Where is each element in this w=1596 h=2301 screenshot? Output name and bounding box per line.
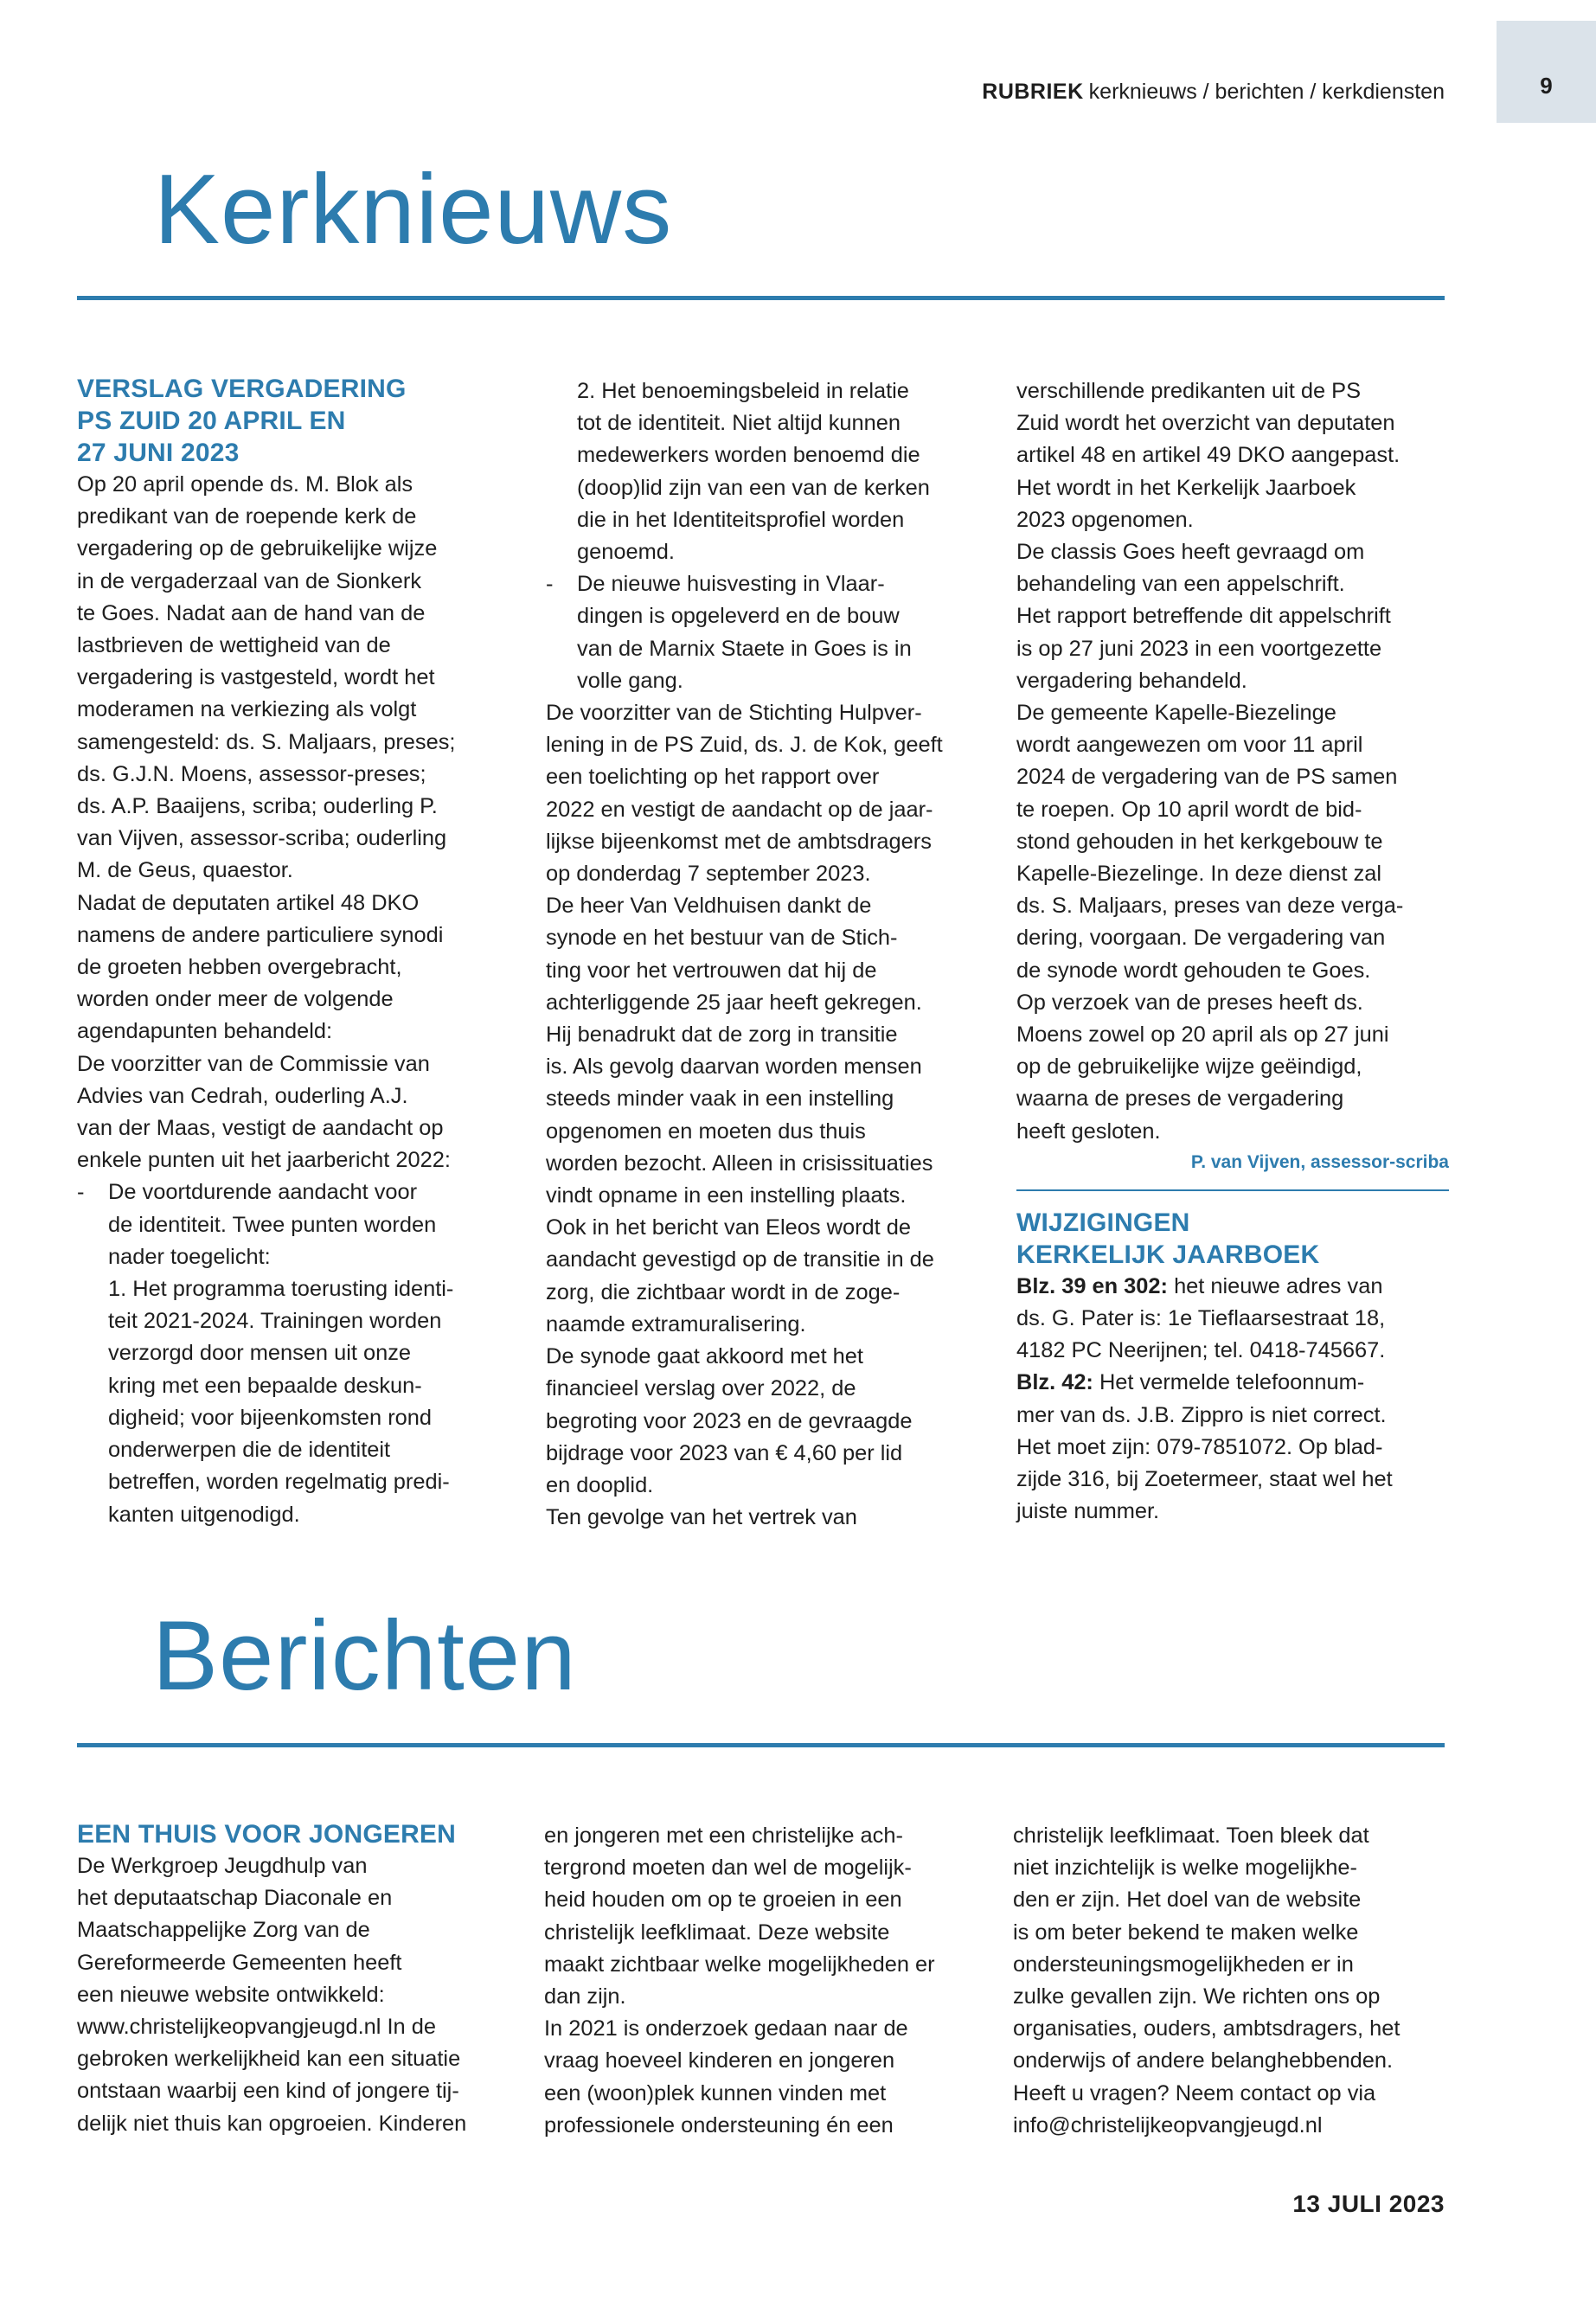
bullet-line: verzorgd door mensen uit onze	[108, 1341, 412, 1366]
text-line: synode en het bestuur van de Stich-	[546, 926, 898, 951]
text-line: aandacht gevestigd op de transitie in de	[546, 1247, 934, 1272]
kerknieuws-title: Kerknieuws	[154, 155, 673, 265]
text-line: ting voor het vertrouwen dat hij de	[546, 958, 877, 983]
text-line: predikant van de roepende kerk de	[77, 504, 417, 529]
text-line: Hij benadrukt dat de zorg in transitie	[546, 1022, 898, 1048]
text-line: ds. G.J.N. Moens, assessor-preses;	[77, 761, 426, 786]
heading-line: WIJZIGINGEN	[1016, 1208, 1190, 1237]
text-block	[546, 697, 996, 1534]
text-line: lening in de PS Zuid, ds. J. de Kok, geeft	[546, 733, 943, 758]
berichten-col-1	[77, 1818, 518, 2140]
text-line: vergadering op de gebruikelijke wijze	[77, 536, 438, 561]
text-line: Het rapport betreffende dit appelschrift	[1016, 604, 1391, 629]
bullet-line: betreffen, worden regelmatig predi-	[108, 1470, 450, 1495]
text-line: De voorzitter van de Stichting Hulpver-	[546, 701, 922, 726]
text-line: In 2021 is onderzoek gedaan naar de	[544, 2016, 908, 2041]
text-line: niet inzichtelijk is welke mogelijkhe-	[1013, 1856, 1357, 1881]
bullet-line: dingen is opgeleverd en de bouw	[577, 604, 900, 629]
text-line: M. de Geus, quaestor.	[77, 858, 293, 883]
text-line: de synode wordt gehouden te Goes.	[1016, 958, 1371, 983]
text-line: en jongeren met een christelijke ach-	[544, 1823, 903, 1848]
text-line: info@christelijkeopvangjeugd.nl	[1013, 2112, 1323, 2138]
text-line: in de vergaderzaal van de Sionkerk	[77, 568, 422, 593]
text-line: artikel 48 en artikel 49 DKO aangepast.	[1016, 443, 1401, 468]
text-line: ds. S. Maljaars, preses van deze verga-	[1016, 894, 1404, 919]
text-line: christelijk leefklimaat. Deze website	[544, 1920, 890, 1945]
bullet-line: kanten uitgenodigd.	[108, 1502, 300, 1527]
text-block	[77, 1850, 518, 2140]
text-line: De classis Goes heeft gevraagd om	[1016, 540, 1365, 565]
wijzigingen-heading	[1016, 1207, 1449, 1271]
bullet-item	[546, 568, 996, 697]
text-line: van Vijven, assessor-scriba; ouderling	[77, 826, 447, 851]
indented-line: 2. Het benoemingsbeleid in relatie	[577, 379, 909, 403]
text-line	[1016, 1271, 1449, 1303]
text-line: bijdrage voor 2023 van € 4,60 per lid	[546, 1440, 903, 1465]
bullet-line: digheid; voor bijeenkomsten rond	[108, 1405, 433, 1430]
text-line: heeft gesloten.	[1016, 1118, 1161, 1144]
text-line: De voorzitter van de Commissie van	[77, 1051, 430, 1076]
rubriek-path: kerknieuws / berichten / kerkdiensten	[1088, 80, 1445, 104]
text-line: vindt opname in een instelling plaats.	[546, 1183, 907, 1208]
text-line: steeds minder vaak in een instelling	[546, 1086, 894, 1112]
heading-line: PS ZUID 20 APRIL EN	[77, 407, 346, 435]
text-line: is op 27 juni 2023 in een voortgezette	[1016, 636, 1382, 661]
text-line: christelijk leefklimaat. Toen bleek dat	[1013, 1823, 1369, 1848]
text-line: begroting voor 2023 en de gevraagde	[546, 1408, 913, 1433]
text-line: tergrond moeten dan wel de mogelijk-	[544, 1856, 912, 1881]
verslag-heading	[77, 373, 510, 469]
text-line: juiste nummer.	[1016, 1499, 1160, 1524]
entry-label: Blz. 42:	[1016, 1370, 1093, 1395]
text-line: is. Als gevolg daarvan worden mensen	[546, 1054, 922, 1080]
text-line: dering, voorgaan. De vergadering van	[1016, 926, 1386, 951]
text-line: zijde 316, bij Zoetermeer, staat wel het	[1016, 1467, 1393, 1492]
text-block	[77, 469, 510, 1176]
text-line: en dooplid.	[546, 1472, 654, 1497]
text-line: ds. G. Pater is: 1e Tieflaarsestraat 18,	[1016, 1306, 1386, 1331]
text-line: zorg, die zichtbaar wordt in de zoge-	[546, 1279, 901, 1304]
berichten-title: Berichten	[152, 1601, 577, 1711]
indented-line: die in het Identiteitsprofiel worden	[577, 507, 905, 532]
indented-line: tot de identiteit. Niet altijd kunnen	[577, 411, 901, 436]
text-line: De heer Van Veldhuisen dankt de	[546, 894, 872, 919]
heading-line: KERKELIJK JAARBOEK	[1016, 1240, 1320, 1269]
text-line: namens de andere particuliere synodi	[77, 922, 444, 947]
text-line: de groeten hebben overgebracht,	[77, 955, 402, 980]
text-line: maakt zichtbaar welke mogelijkheden er	[544, 1952, 935, 1977]
bullet-line: de identiteit. Twee punten worden	[108, 1212, 437, 1237]
text-line: Ook in het bericht van Eleos wordt de	[546, 1215, 911, 1240]
text-line: Het wordt in het Kerkelijk Jaarboek	[1016, 475, 1356, 500]
text-line: lijkse bijeenkomst met de ambtsdragers	[546, 829, 932, 854]
indented-line: (doop)lid zijn van een van de kerken	[577, 475, 930, 500]
text-line: een toelichting op het rapport over	[546, 765, 880, 790]
text-line: vergadering is vastgesteld, wordt het	[77, 665, 435, 690]
bullet-line: van de Marnix Staete in Goes is in	[577, 636, 912, 661]
text-line: heid houden om op te groeien in een	[544, 1888, 902, 1913]
text-line: agendapunten behandeld:	[77, 1019, 333, 1044]
text-line: ontstaan waarbij een kind of jongere tij-	[77, 2079, 459, 2104]
text-line: 4182 PC Neerijnen; tel. 0418-745667.	[1016, 1338, 1386, 1363]
text-line: 2024 de vergadering van de PS samen	[1016, 765, 1398, 790]
bullet-line: kring met een bepaalde deskun-	[108, 1373, 422, 1398]
text-line: Nadat de deputaten artikel 48 DKO	[77, 890, 420, 915]
issue-date: 13 JULI 2023	[1292, 2190, 1445, 2217]
text-line: Op verzoek van de preses heeft ds.	[1016, 990, 1363, 1015]
page-number: 9	[1540, 73, 1553, 99]
bullet-line: De voortdurende aandacht voor	[108, 1180, 418, 1205]
text-line: worden bezocht. Alleen in crisissituaties	[546, 1150, 933, 1176]
text-line: achterliggende 25 jaar heeft gekregen.	[546, 990, 922, 1015]
text-line: vraag hoeveel kinderen en jongeren	[544, 2048, 895, 2073]
bullet-item	[77, 1176, 510, 1530]
text-line: waarna de preses de vergadering	[1016, 1086, 1344, 1112]
text-line: een (woon)plek kunnen vinden met	[544, 2080, 887, 2106]
text-line: dan zijn.	[544, 1984, 626, 2009]
text-line	[1016, 1367, 1449, 1399]
text-line: Kapelle-Biezelinge. In deze dienst zal	[1016, 862, 1382, 887]
text-line: financieel verslag over 2022, de	[546, 1376, 856, 1401]
rubriek-header	[982, 80, 1445, 105]
text-line: Heeft u vragen? Neem contact op via	[1013, 2080, 1376, 2106]
text-line: mer van ds. J.B. Zippro is niet correct.	[1016, 1402, 1387, 1427]
rubriek-label: RUBRIEK	[982, 80, 1084, 104]
text-line: De synode gaat akkoord met het	[546, 1344, 863, 1369]
text-line: vergadering behandeld.	[1016, 668, 1247, 693]
text-line: onderwijs of andere belanghebbenden.	[1013, 2048, 1394, 2073]
text-line: gebroken werkelijkheid kan een situatie	[77, 2047, 461, 2072]
text-line: Advies van Cedrah, ouderling A.J.	[77, 1083, 408, 1108]
text-line: moderamen na verkiezing als volgt	[77, 697, 417, 722]
berichten-col-3	[1013, 1820, 1454, 2142]
text-line: verschillende predikanten uit de PS	[1016, 379, 1362, 403]
bullet-line: onderwerpen die de identiteit	[108, 1438, 391, 1463]
text-line: Moens zowel op 20 april als op 27 juni	[1016, 1022, 1389, 1048]
text-block	[1013, 1820, 1454, 2142]
text-line: 2023 opgenomen.	[1016, 507, 1194, 532]
jaarboek-entry-1	[1016, 1271, 1449, 1368]
bullet-dash: -	[546, 572, 554, 597]
text-line: op de gebruikelijke wijze geëindigd,	[1016, 1054, 1362, 1080]
heading-line: 27 JUNI 2023	[77, 439, 240, 467]
text-line: Ten gevolge van het vertrek van	[546, 1505, 857, 1530]
text-line: het deputaatschap Diaconale en	[77, 1886, 393, 1911]
jaarboek-entry-2	[1016, 1367, 1449, 1528]
text-line: www.christelijkeopvangjeugd.nl In de	[77, 2015, 436, 2040]
text-line: worden onder meer de volgende	[77, 987, 394, 1012]
text-line: stond gehouden in het kerkgebouw te	[1016, 829, 1383, 854]
bullet-line: De nieuwe huisvesting in Vlaar-	[577, 572, 885, 597]
text-line: ds. A.P. Baaijens, scriba; ouderling P.	[77, 794, 438, 819]
indented-line: genoemd.	[577, 540, 675, 565]
text-line: lastbrieven de wettigheid van de	[77, 633, 391, 658]
berichten-rule	[77, 1743, 1445, 1747]
kerknieuws-rule	[77, 296, 1445, 300]
heading-line: VERSLAG VERGADERING	[77, 375, 407, 403]
text-line: Op 20 april opende ds. M. Blok als	[77, 472, 413, 497]
berichten-col-2	[544, 1820, 994, 2142]
text-line: zulke gevallen zijn. We richten ons op	[1013, 1984, 1381, 2009]
text-line: enkele punten uit het jaarbericht 2022:	[77, 1148, 451, 1173]
indented-line: medewerkers worden benoemd die	[577, 443, 920, 468]
text-line: Maatschappelijke Zorg van de	[77, 1918, 370, 1943]
text-line: Gereformeerde Gemeenten heeft	[77, 1950, 402, 1975]
text-line: professionele ondersteuning én een	[544, 2112, 894, 2138]
text-line: organisaties, ouders, ambtsdragers, het	[1013, 2016, 1401, 2041]
jongeren-heading: EEN THUIS VOOR JONGEREN	[77, 1820, 457, 1849]
text-line: op donderdag 7 september 2023.	[546, 862, 871, 887]
entry-text: het nieuwe adres van	[1174, 1273, 1383, 1298]
text-line: naamde extramuralisering.	[546, 1311, 806, 1336]
text-line: De gemeente Kapelle-Biezelinge	[1016, 701, 1336, 726]
bullet-dash: -	[77, 1180, 85, 1205]
bullet-line: teit 2021-2024. Trainingen worden	[108, 1309, 442, 1334]
text-line: Het moet zijn: 079-7851072. Op blad-	[1016, 1434, 1383, 1459]
bullet-line: 1. Het programma toerusting identi-	[108, 1277, 454, 1302]
text-line: ondersteuningsmogelijkheden er in	[1013, 1952, 1354, 1977]
text-line: een nieuwe website ontwikkeld:	[77, 1982, 385, 2007]
text-line: delijk niet thuis kan opgroeien. Kinderen	[77, 2111, 467, 2136]
signature: P. van Vijven, assessor-scriba	[1190, 1151, 1449, 1172]
entry-label: Blz. 39 en 302:	[1016, 1273, 1168, 1298]
text-line: behandeling van een appelschrift.	[1016, 572, 1345, 597]
text-line: is om beter bekend te maken welke	[1013, 1920, 1359, 1945]
text-line: te roepen. Op 10 april wordt de bid-	[1016, 797, 1362, 822]
text-block	[1016, 375, 1449, 1148]
text-block	[544, 1820, 994, 2142]
divider	[1016, 1189, 1449, 1191]
entry-text: Het vermelde telefoonnum-	[1099, 1370, 1365, 1395]
text-line: te Goes. Nadat aan de hand van de	[77, 600, 426, 625]
text-line: den er zijn. Het doel van de website	[1013, 1888, 1362, 1913]
kerknieuws-col-2	[546, 375, 996, 1534]
bullet-line: nader toegelicht:	[108, 1244, 271, 1269]
text-line: wordt aangewezen om voor 11 april	[1016, 733, 1363, 758]
text-line: 2022 en vestigt de aandacht op de jaar-	[546, 797, 933, 822]
text-line: samengesteld: ds. S. Maljaars, preses;	[77, 729, 456, 754]
page-number-tab	[1497, 21, 1596, 123]
kerknieuws-col-3	[1016, 375, 1449, 1529]
text-line: Zuid wordt het overzicht van deputaten	[1016, 411, 1395, 436]
kerknieuws-col-1	[77, 373, 510, 1531]
indented-block	[546, 375, 996, 568]
text-line: De Werkgroep Jeugdhulp van	[77, 1854, 368, 1878]
text-line: van der Maas, vestigt de aandacht op	[77, 1116, 444, 1141]
text-line: opgenomen en moeten dus thuis	[546, 1118, 866, 1144]
bullet-line: volle gang.	[577, 668, 683, 693]
